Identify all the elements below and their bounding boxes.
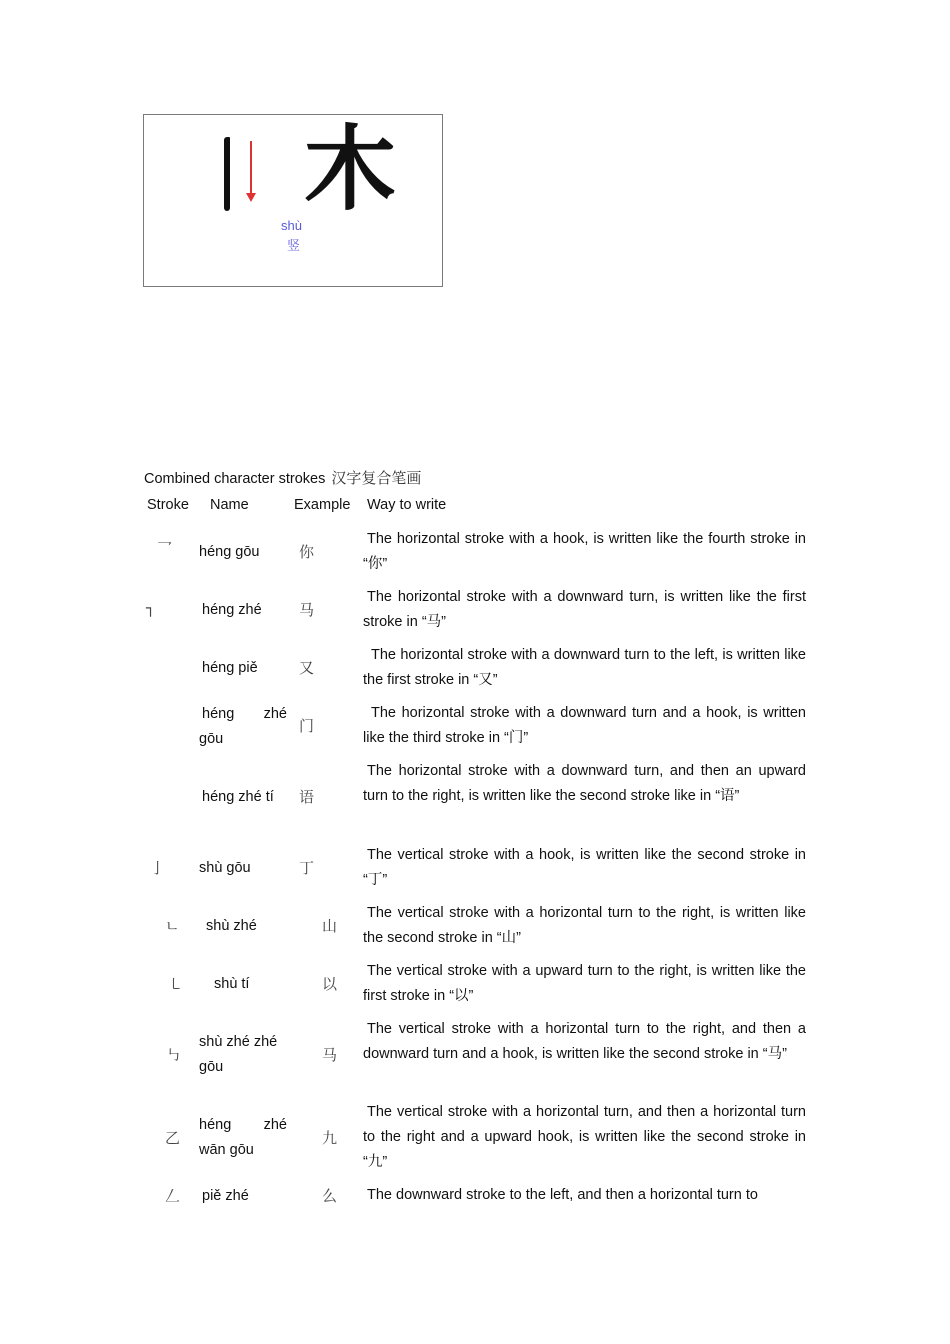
stroke-description: The vertical stroke with a upward turn to the right, is written like the first stroke in “以”	[363, 963, 806, 1004]
stroke-glyph: ㄴ	[165, 917, 180, 935]
arrow-head-icon	[246, 193, 256, 202]
stroke-name: piě zhé	[202, 1188, 249, 1204]
section-title	[144, 467, 421, 488]
stroke-glyph: ㇉	[166, 1046, 182, 1064]
example-character: 木	[304, 115, 397, 223]
stroke-description: The horizontal stroke with a hook, is written like the fourth stroke in “你”	[363, 531, 806, 572]
stroke-glyph: ㇄	[168, 975, 184, 993]
header-example: Example	[294, 497, 351, 513]
section-title-zh: 汉字复合笔画	[331, 469, 422, 487]
stroke-description: The vertical stroke with a horizontal turn, and then a horizontal turn to the right and a upward hook, is written like the second stroke in “九”	[363, 1104, 806, 1170]
header-way-to-write: Way to write	[367, 497, 447, 513]
stroke-description: The vertical stroke with a horizontal turn to the right, and then a downward turn and a hook, is written like the second stroke in “马”	[363, 1021, 806, 1062]
vertical-stroke-glyph	[224, 137, 230, 211]
stroke-name: héng piě	[202, 660, 258, 676]
example-char: 语	[299, 788, 315, 806]
stroke-glyph: 乙	[165, 1129, 181, 1147]
stroke-description: The horizontal stroke with a downward turn to the left, is written like the first stroke in “又”	[363, 647, 806, 688]
stroke-name: héng zhé tí	[202, 789, 274, 805]
stroke-direction-arrow-icon	[250, 141, 252, 197]
example-char: 丁	[299, 859, 315, 877]
header-stroke: Stroke	[147, 497, 189, 513]
stroke-pinyin: shù	[281, 218, 302, 233]
stroke-description: The vertical stroke with a hook, is written like the second stroke in “丁”	[363, 847, 806, 888]
stroke-name: héng zhé wān gōu	[199, 1117, 287, 1158]
example-char: 又	[299, 659, 315, 677]
stroke-name: shù zhé	[206, 918, 257, 934]
stroke-glyph: ┐	[146, 599, 156, 617]
stroke-illustration	[143, 114, 443, 287]
stroke-description: The horizontal stroke with a downward turn and a hook, is written like the third stroke in “门”	[363, 705, 806, 746]
section-title-en: Combined character strokes	[144, 471, 326, 487]
stroke-name: héng zhé gōu	[199, 706, 287, 747]
stroke-name: héng gōu	[199, 544, 260, 560]
example-char: 山	[322, 917, 338, 935]
stroke-name: héng zhé	[202, 602, 262, 618]
stroke-glyph: 乛	[157, 540, 173, 558]
example-char: 马	[299, 601, 315, 619]
stroke-description: The horizontal stroke with a downward turn, is written like the first stroke in “马”	[363, 589, 806, 630]
stroke-name: shù tí	[214, 976, 250, 992]
example-char: 你	[299, 543, 315, 561]
stroke-glyph: 亅	[150, 859, 166, 877]
stroke-name: shù gōu	[199, 860, 251, 876]
stroke-description: The vertical stroke with a horizontal turn to the right, is written like the second stroke in “山”	[363, 905, 806, 946]
example-char: 门	[299, 717, 315, 735]
header-name: Name	[210, 497, 249, 513]
example-char: 么	[322, 1187, 338, 1205]
example-char: 九	[322, 1129, 338, 1147]
stroke-description: The downward stroke to the left, and then a horizontal turn to	[367, 1187, 758, 1203]
stroke-hanzi: 竖	[287, 238, 301, 253]
stroke-description: The horizontal stroke with a downward turn, and then an upward turn to the right, is written like the second stroke like in “语”	[363, 763, 806, 804]
example-char: 马	[322, 1046, 338, 1064]
example-char: 以	[322, 975, 338, 993]
stroke-name: shù zhé zhé gōu	[199, 1034, 278, 1075]
stroke-glyph: 𠃋	[165, 1187, 181, 1205]
